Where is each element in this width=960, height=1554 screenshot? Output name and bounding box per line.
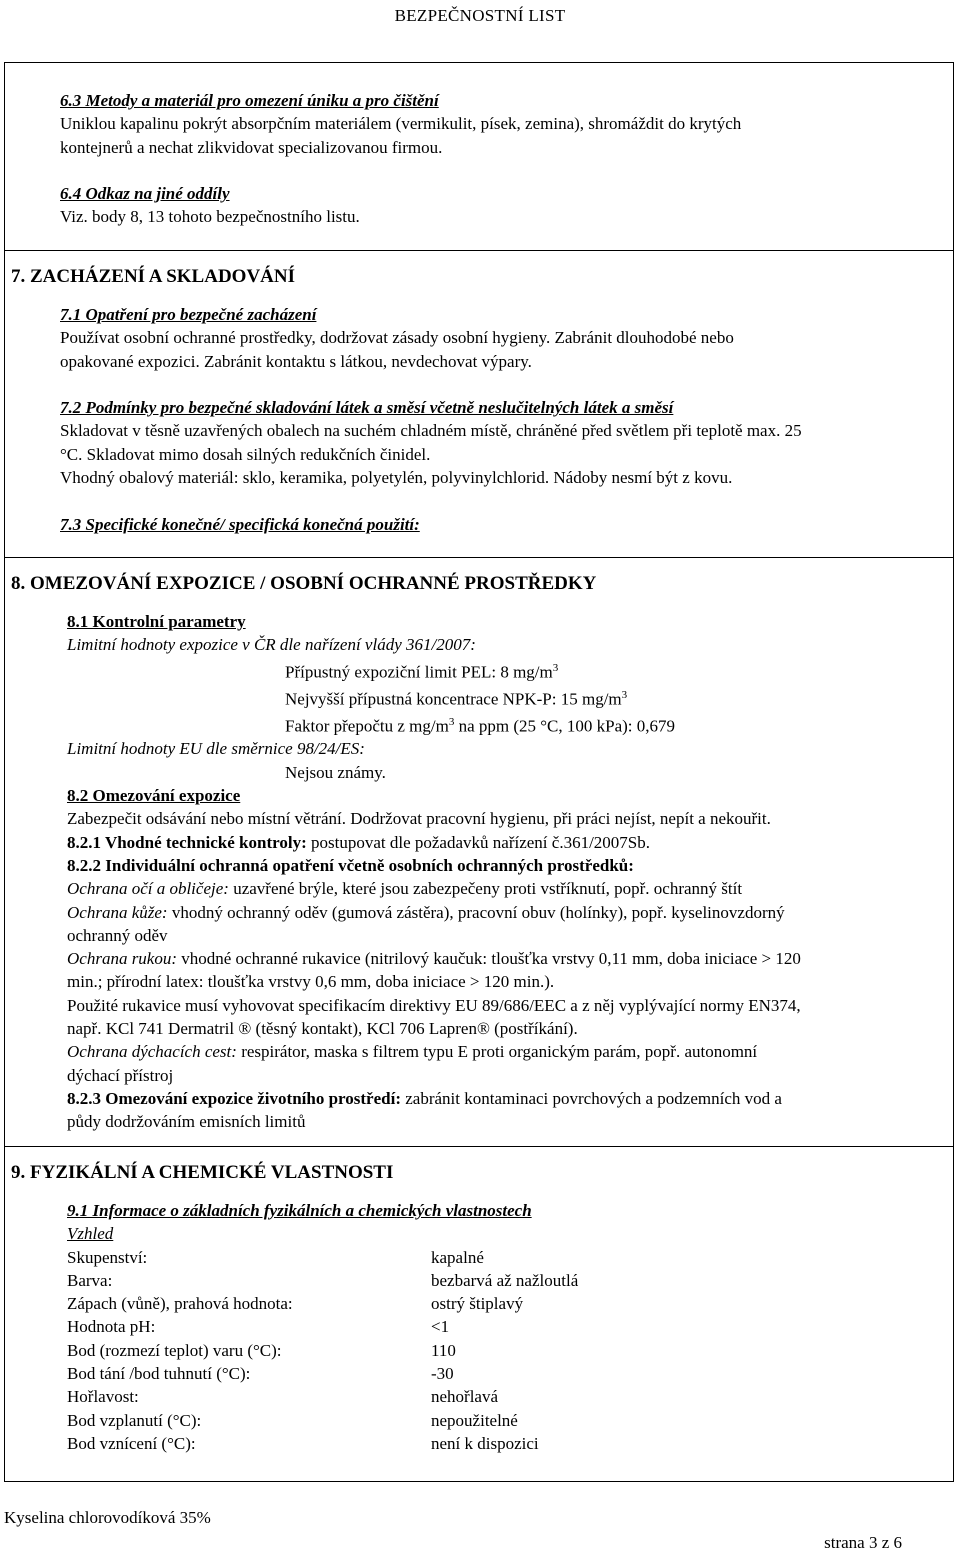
section-7-title: 7. ZACHÁZENÍ A SKLADOVÁNÍ (11, 266, 295, 287)
heading-8-2: 8.2 Omezování expozice (67, 786, 241, 806)
section-6-block (60, 89, 940, 229)
heading-8-2-2: 8.2.2 Individuální ochranná opatření včetně osobních ochranných prostředků: (67, 855, 634, 875)
env-exposure-cont: půdy dodržováním emisních limitů (67, 1112, 306, 1132)
property-row: Skupenství: kapalné (67, 1247, 484, 1267)
section-8-block (67, 610, 937, 1134)
property-row: Hořlavost: nehořlavá (67, 1387, 499, 1407)
heading-7-3: 7.3 Specifické konečné/ specifická konečná použití: (60, 514, 420, 534)
document-header: BEZPEČNOSTNÍ LIST (394, 6, 566, 25)
heading-6-3: 6.3 Metody a materiál pro omezení úniku a pro čištění (60, 91, 439, 110)
property-row: Barva: bezbarvá až nažloutlá (67, 1270, 579, 1290)
divider-section-8 (4, 557, 954, 558)
heading-7-1: 7.1 Opatření pro bezpečné zacházení (60, 305, 317, 324)
conversion-factor: Faktor přepočtu z $mg/m^3$ na ppm (25 °C, 100 kPa): 0,679 (285, 715, 676, 736)
respiratory-protection: Ochrana dýchacích cest: respirátor, maska s filtrem typu E proti organickým parám, popř. autonomní (67, 1042, 758, 1062)
hand-protection: Ochrana rukou: vhodné ochranné rukavice (nitrilový kaučuk: tloušťka vrstvy 0,11 mm, doba iniciace > 120 (67, 949, 801, 969)
respiratory-protection-cont: dýchací přístroj (67, 1065, 174, 1085)
divider-section-9 (4, 1146, 954, 1147)
heading-9-1: 9.1 Informace o základních fyzikálních a chemických vlastnostech (67, 1201, 532, 1220)
appearance-label: Vzhled (67, 1224, 114, 1244)
skin-protection-cont: ochranný oděv (67, 925, 168, 945)
env-exposure: 8.2.3 Omezování expozice životního prostředí: zabránit kontaminaci povrchových a podzemních vod a (67, 1088, 782, 1108)
text-6-3-line2: kontejnerů a nechat zlikvidovat specializovanou firmou. (60, 137, 443, 157)
property-row: Bod (rozmezí teplot) varu (°C): 110 (67, 1340, 456, 1360)
text-7-2-line2: °C. Skladovat mimo dosah silných redukčních činidel. (60, 444, 431, 464)
divider-section-7 (4, 250, 954, 251)
text-7-1-line2: opakované expozici. Zabránit kontaktu s látkou, nevdechovat výpary. (60, 351, 532, 371)
text-7-2-line3: Vhodný obalový materiál: sklo, keramika, polyetylén, polyvinylchlorid. Nádoby nesmí být z kovu. (60, 468, 733, 488)
text-7-1-line1: Používat osobní ochranné prostředky, dodržovat zásady osobní hygieny. Zabránit dlouhodobé nebo (60, 328, 734, 348)
heading-6-4: 6.4 Odkaz na jiné oddíly (60, 184, 230, 204)
eu-limits-value: Nejsou známy. (285, 762, 386, 782)
text-8-2-1: 8.2.1 Vhodné technické kontroly: postupovat dle požadavků nařízení č.361/2007Sb. (67, 832, 650, 852)
text-6-3-line1: Uniklou kapalinu pokrýt absorpčním materiálem (vermikulit, písek, zemina), shromáždit do krytých (60, 114, 742, 134)
property-row: Bod vzplanutí (°C): nepoužitelné (67, 1410, 518, 1430)
footer-page-number: strana 3 z 6 (824, 1533, 902, 1552)
text-7-2-line1: Skladovat v těsně uzavřených obalech na suchém chladném místě, chráněné před světlem při teplotě max. 25 (60, 421, 802, 441)
eye-protection: Ochrana očí a obličeje: uzavřené brýle, které jsou zabezpečeny proti vstříknutí, popř. ochranný štít (67, 879, 743, 899)
footer-product-name: Kyselina chlorovodíková 35% (4, 1508, 211, 1527)
text-8-2: Zabezpečit odsávání nebo místní větrání. Dodržovat pracovní hygienu, při práci nejíst, nepít a nekouřit. (67, 809, 771, 829)
property-row: Bod vznícení (°C): není k dispozici (67, 1433, 539, 1453)
heading-7-2: 7.2 Podmínky pro bezpečné skladování látek a směsí včetně neslučitelných látek a směsí (60, 398, 674, 418)
property-row: Bod tání /bod tuhnutí (°C): -30 (67, 1364, 454, 1384)
gloves-spec-line1: Použité rukavice musí vyhovovat specifikacím direktivy EU 89/686/EEC a z něj vyplývající normy EN374, (67, 995, 801, 1015)
eu-limits-label: Limitní hodnoty EU dle směrnice 98/24/ES: (67, 739, 365, 759)
cz-limits-label: Limitní hodnoty expozice v ČR dle nařízení vlády 361/2007: (67, 635, 476, 655)
section-7-block (60, 303, 940, 536)
property-row: Hodnota pH: <1 (67, 1317, 450, 1337)
section-9-title: 9. FYZIKÁLNÍ A CHEMICKÉ VLASTNOSTI (11, 1162, 394, 1183)
gloves-spec-line2: např. KCl 741 Dermatril ® (těsný kontakt), KCl 706 Lapren® (postříkání). (67, 1019, 578, 1039)
hand-protection-cont: min.; přírodní latex: tloušťka vrstvy 0,6 mm, doba iniciace > 120 min.). (67, 972, 555, 992)
heading-8-1: 8.1 Kontrolní parametry (67, 612, 246, 631)
section-9-block (67, 1199, 937, 1455)
section-8-title: 8. OMEZOVÁNÍ EXPOZICE / OSOBNÍ OCHRANNÉ PROSTŘEDKY (11, 573, 597, 594)
npk-limit: Nejvyšší přípustná koncentrace NPK-P: 15 $mg/m^3$ (285, 688, 628, 709)
property-row: Zápach (vůně), prahová hodnota: ostrý štiplavý (67, 1294, 524, 1314)
pel-limit: Přípustný expoziční limit PEL: 8 $mg/m^3$ (285, 661, 559, 682)
skin-protection: Ochrana kůže: vhodný ochranný oděv (gumová zástěra), pracovní obuv (holínky), popř. kyselinovzdorný (67, 902, 785, 922)
text-6-4: Viz. body 8, 13 tohoto bezpečnostního listu. (60, 207, 360, 227)
